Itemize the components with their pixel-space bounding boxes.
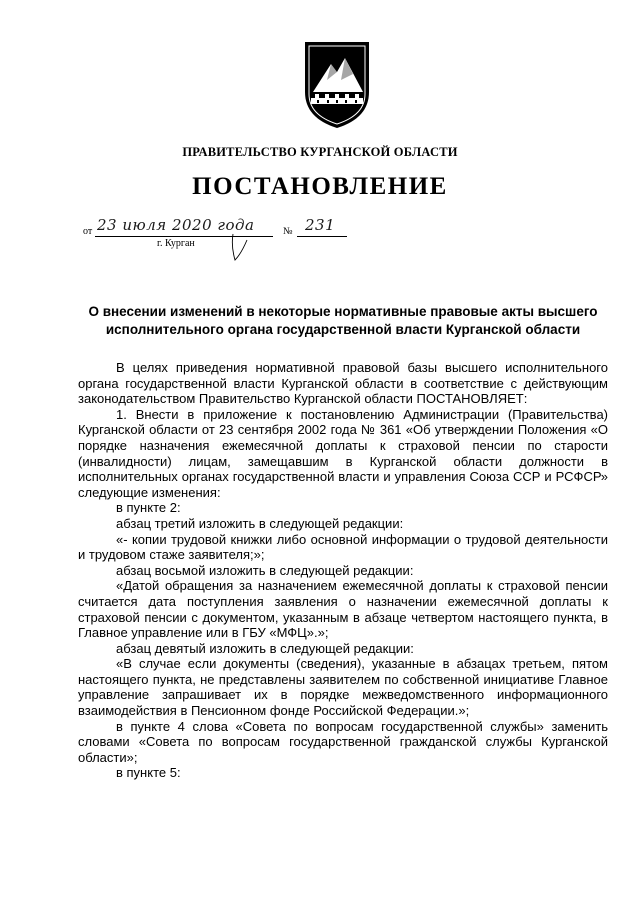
body-paragraph: В целях приведения нормативной правовой базы высшего исполнительного органа государственной власти Курганской области в соответствие с действующим законодательством Правительство Курганской области ПОСТАНОВЛЯЕТ: — [78, 360, 608, 407]
document-title: ПОСТАНОВЛЕНИЕ — [192, 173, 448, 200]
date-from-label: от — [83, 226, 93, 237]
body-paragraph: абзац третий изложить в следующей редакции: — [116, 515, 404, 531]
document-subject: О внесении изменений в некоторые нормативные правовые акты высшего исполнительного органа государственной власти Курганской области — [88, 304, 598, 337]
date-number-line — [83, 218, 363, 268]
body-paragraph: «В случае если документы (сведения), указанные в абзацах третьем, пятом настоящего пункта, не представлены заявителем по собственной инициативе Главное управление запрашивает их в порядке межведомственного информационного взаимодействия в Пенсионном фонде Российской Федерации.»; — [78, 656, 608, 719]
city-name: г. Курган — [157, 238, 195, 249]
number-underline — [297, 236, 347, 237]
coat-of-arms-emblem — [303, 40, 371, 130]
body-paragraph: 1. Внести в приложение к постановлению Администрации (Правительства) Курганской области от 23 сентября 2002 года № 361 «Об утверждении Положения «О порядке назначения ежемесячной доплаты к страховой пенсии по старости (инвалидности) лицам, замещавшим в Курганской области должности в исполнительных органах государственной власти и управления Союза ССР и РСФСР» следующие изменения: — [78, 406, 608, 500]
body-paragraph: «Датой обращения за назначением ежемесячной доплаты к страховой пенсии считается дата поступления заявления о назначении ежемесячной доплаты к страховой пенсии с документом, указанным в абзаце четвертом настоящего пункта, в Главное управление или в ГБУ «МФЦ».»; — [78, 578, 608, 641]
handwritten-stroke-mark — [229, 232, 255, 264]
number-label: № — [283, 226, 293, 237]
body-paragraph: в пункте 4 слова «Совета по вопросам государственной службы» заменить словами «Совета по вопросам государственной гражданской службы Курганской области»; — [78, 718, 608, 765]
body-paragraph: абзац девятый изложить в следующей редакции: — [116, 640, 414, 656]
body-paragraph: «- копии трудовой книжки либо основной информации о трудовой деятельности и трудовом стаже заявителя;»; — [78, 531, 608, 563]
body-paragraph: в пункте 2: — [116, 500, 181, 516]
body-paragraph: абзац восьмой изложить в следующей редакции: — [116, 562, 414, 578]
body-paragraph: в пункте 5: — [116, 765, 181, 781]
handwritten-date: 23 июля 2020 года — [97, 216, 255, 234]
government-name: ПРАВИТЕЛЬСТВО КУРГАНСКОЙ ОБЛАСТИ — [182, 145, 458, 159]
handwritten-number: 231 — [305, 216, 336, 234]
document-body — [78, 360, 608, 781]
